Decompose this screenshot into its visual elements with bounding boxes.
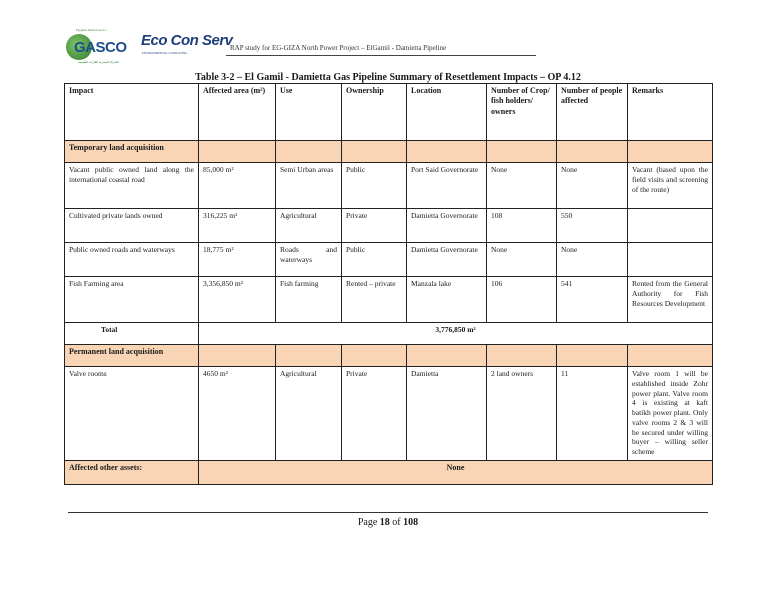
other-assets-row xyxy=(65,461,713,485)
total-row xyxy=(65,323,713,345)
cell-remarks: Vacant (based upon the field visits and screening of the route) xyxy=(628,163,713,209)
footer-divider xyxy=(68,512,708,513)
econserv-logo: Eco Con Serv xyxy=(141,32,233,49)
cell-location: Damietta Governorate xyxy=(407,243,487,277)
cell-area: 3,356,850 m² xyxy=(199,277,276,323)
cell-ownership: Private xyxy=(342,367,407,461)
resettlement-impacts-table xyxy=(64,83,713,485)
cell-people: 541 xyxy=(557,277,628,323)
cell-area: 85,000 m² xyxy=(199,163,276,209)
col-header-crop-holders: Number of Crop/ fish holders/ owners xyxy=(487,84,557,141)
cell-ownership: Public xyxy=(342,243,407,277)
cell-crop-holders: 108 xyxy=(487,209,557,243)
col-header-people: Number of people affected xyxy=(557,84,628,141)
cell-use: Agricultural xyxy=(276,367,342,461)
other-assets-value: None xyxy=(199,461,713,485)
page-of: of xyxy=(389,517,404,528)
cell-remarks: Valve room 1 will be established inside Zohr power plant. Valve room 4 is existing at kaft batikh power plant. Only valve rooms 2 & 3 will be secured under willing buyer – willing seller scheme xyxy=(628,367,713,461)
cell-location: Manzala lake xyxy=(407,277,487,323)
cell-crop-holders: 2 land owners xyxy=(487,367,557,461)
current-page: 18 xyxy=(379,517,390,528)
cell-ownership: Rented – private xyxy=(342,277,407,323)
cell-area: 18,775 m² xyxy=(199,243,276,277)
col-header-location: Location xyxy=(407,84,487,141)
cell-impact: Fish Farming area xyxy=(65,277,199,323)
col-header-area: Affected area (m²) xyxy=(199,84,276,141)
cell-area: 316,225 m² xyxy=(199,209,276,243)
gasco-wordmark: GASCO xyxy=(74,39,127,56)
cell-people: None xyxy=(557,163,628,209)
section-heading: Temporary land acquisition xyxy=(65,141,199,163)
document-header xyxy=(64,24,536,64)
cell-location: Damietta xyxy=(407,367,487,461)
section-heading: Permanent land acquisition xyxy=(65,345,199,367)
total-value: 3,776,850 m² xyxy=(199,323,713,345)
cell-remarks xyxy=(628,243,713,277)
total-pages: 108 xyxy=(403,517,419,528)
gasco-arabic-text: الشركة المصرية للغازات الطبيعية xyxy=(78,60,119,64)
table-row xyxy=(65,163,713,209)
other-assets-label: Affected other assets: xyxy=(65,461,199,485)
cell-people: None xyxy=(557,243,628,277)
cell-use: Semi Urban areas xyxy=(276,163,342,209)
cell-crop-holders: None xyxy=(487,163,557,209)
gasco-tagline: Egyptian Natural Gas Co. xyxy=(76,28,107,32)
cell-impact: Cultivated private lands owned xyxy=(65,209,199,243)
cell-remarks xyxy=(628,209,713,243)
cell-use: Agricultural xyxy=(276,209,342,243)
section-temporary xyxy=(65,141,713,163)
econserv-subtitle: ENVIRONMENTAL CONSULTING xyxy=(142,51,188,55)
cell-people: 550 xyxy=(557,209,628,243)
cell-location: Port Said Governorate xyxy=(407,163,487,209)
cell-crop-holders: 106 xyxy=(487,277,557,323)
cell-location: Damietta Governorate xyxy=(407,209,487,243)
total-label: Total xyxy=(65,323,199,345)
document-running-title: RAP study for EG-GIZA North Power Project – ElGamil - Damietta Pipeline xyxy=(230,44,447,52)
col-header-ownership: Ownership xyxy=(342,84,407,141)
cell-ownership: Public xyxy=(342,163,407,209)
cell-crop-holders: None xyxy=(487,243,557,277)
cell-use: Roads and waterways xyxy=(276,243,342,277)
col-header-remarks: Remarks xyxy=(628,84,713,141)
cell-use: Fish farming xyxy=(276,277,342,323)
table-header-row xyxy=(65,84,713,141)
gasco-logo xyxy=(64,28,127,64)
page-number xyxy=(68,517,708,528)
cell-impact: Valve rooms xyxy=(65,367,199,461)
cell-ownership: Private xyxy=(342,209,407,243)
cell-impact: Public owned roads and waterways xyxy=(65,243,199,277)
table-title: Table 3-2 – El Gamil - Damietta Gas Pipeline Summary of Resettlement Impacts – OP 4.12 xyxy=(195,72,581,83)
table-row xyxy=(65,243,713,277)
col-header-impact: Impact xyxy=(65,84,199,141)
cell-people: 11 xyxy=(557,367,628,461)
cell-remarks: Rented from the General Authority for Fish Resources Development xyxy=(628,277,713,323)
cell-area: 4650 m² xyxy=(199,367,276,461)
page-prefix: Page xyxy=(357,517,380,528)
table-row xyxy=(65,277,713,323)
section-permanent xyxy=(65,345,713,367)
col-header-use: Use xyxy=(276,84,342,141)
table-row xyxy=(65,367,713,461)
table-row xyxy=(65,209,713,243)
cell-impact: Vacant public owned land along the international coastal road xyxy=(65,163,199,209)
header-divider xyxy=(226,55,536,56)
